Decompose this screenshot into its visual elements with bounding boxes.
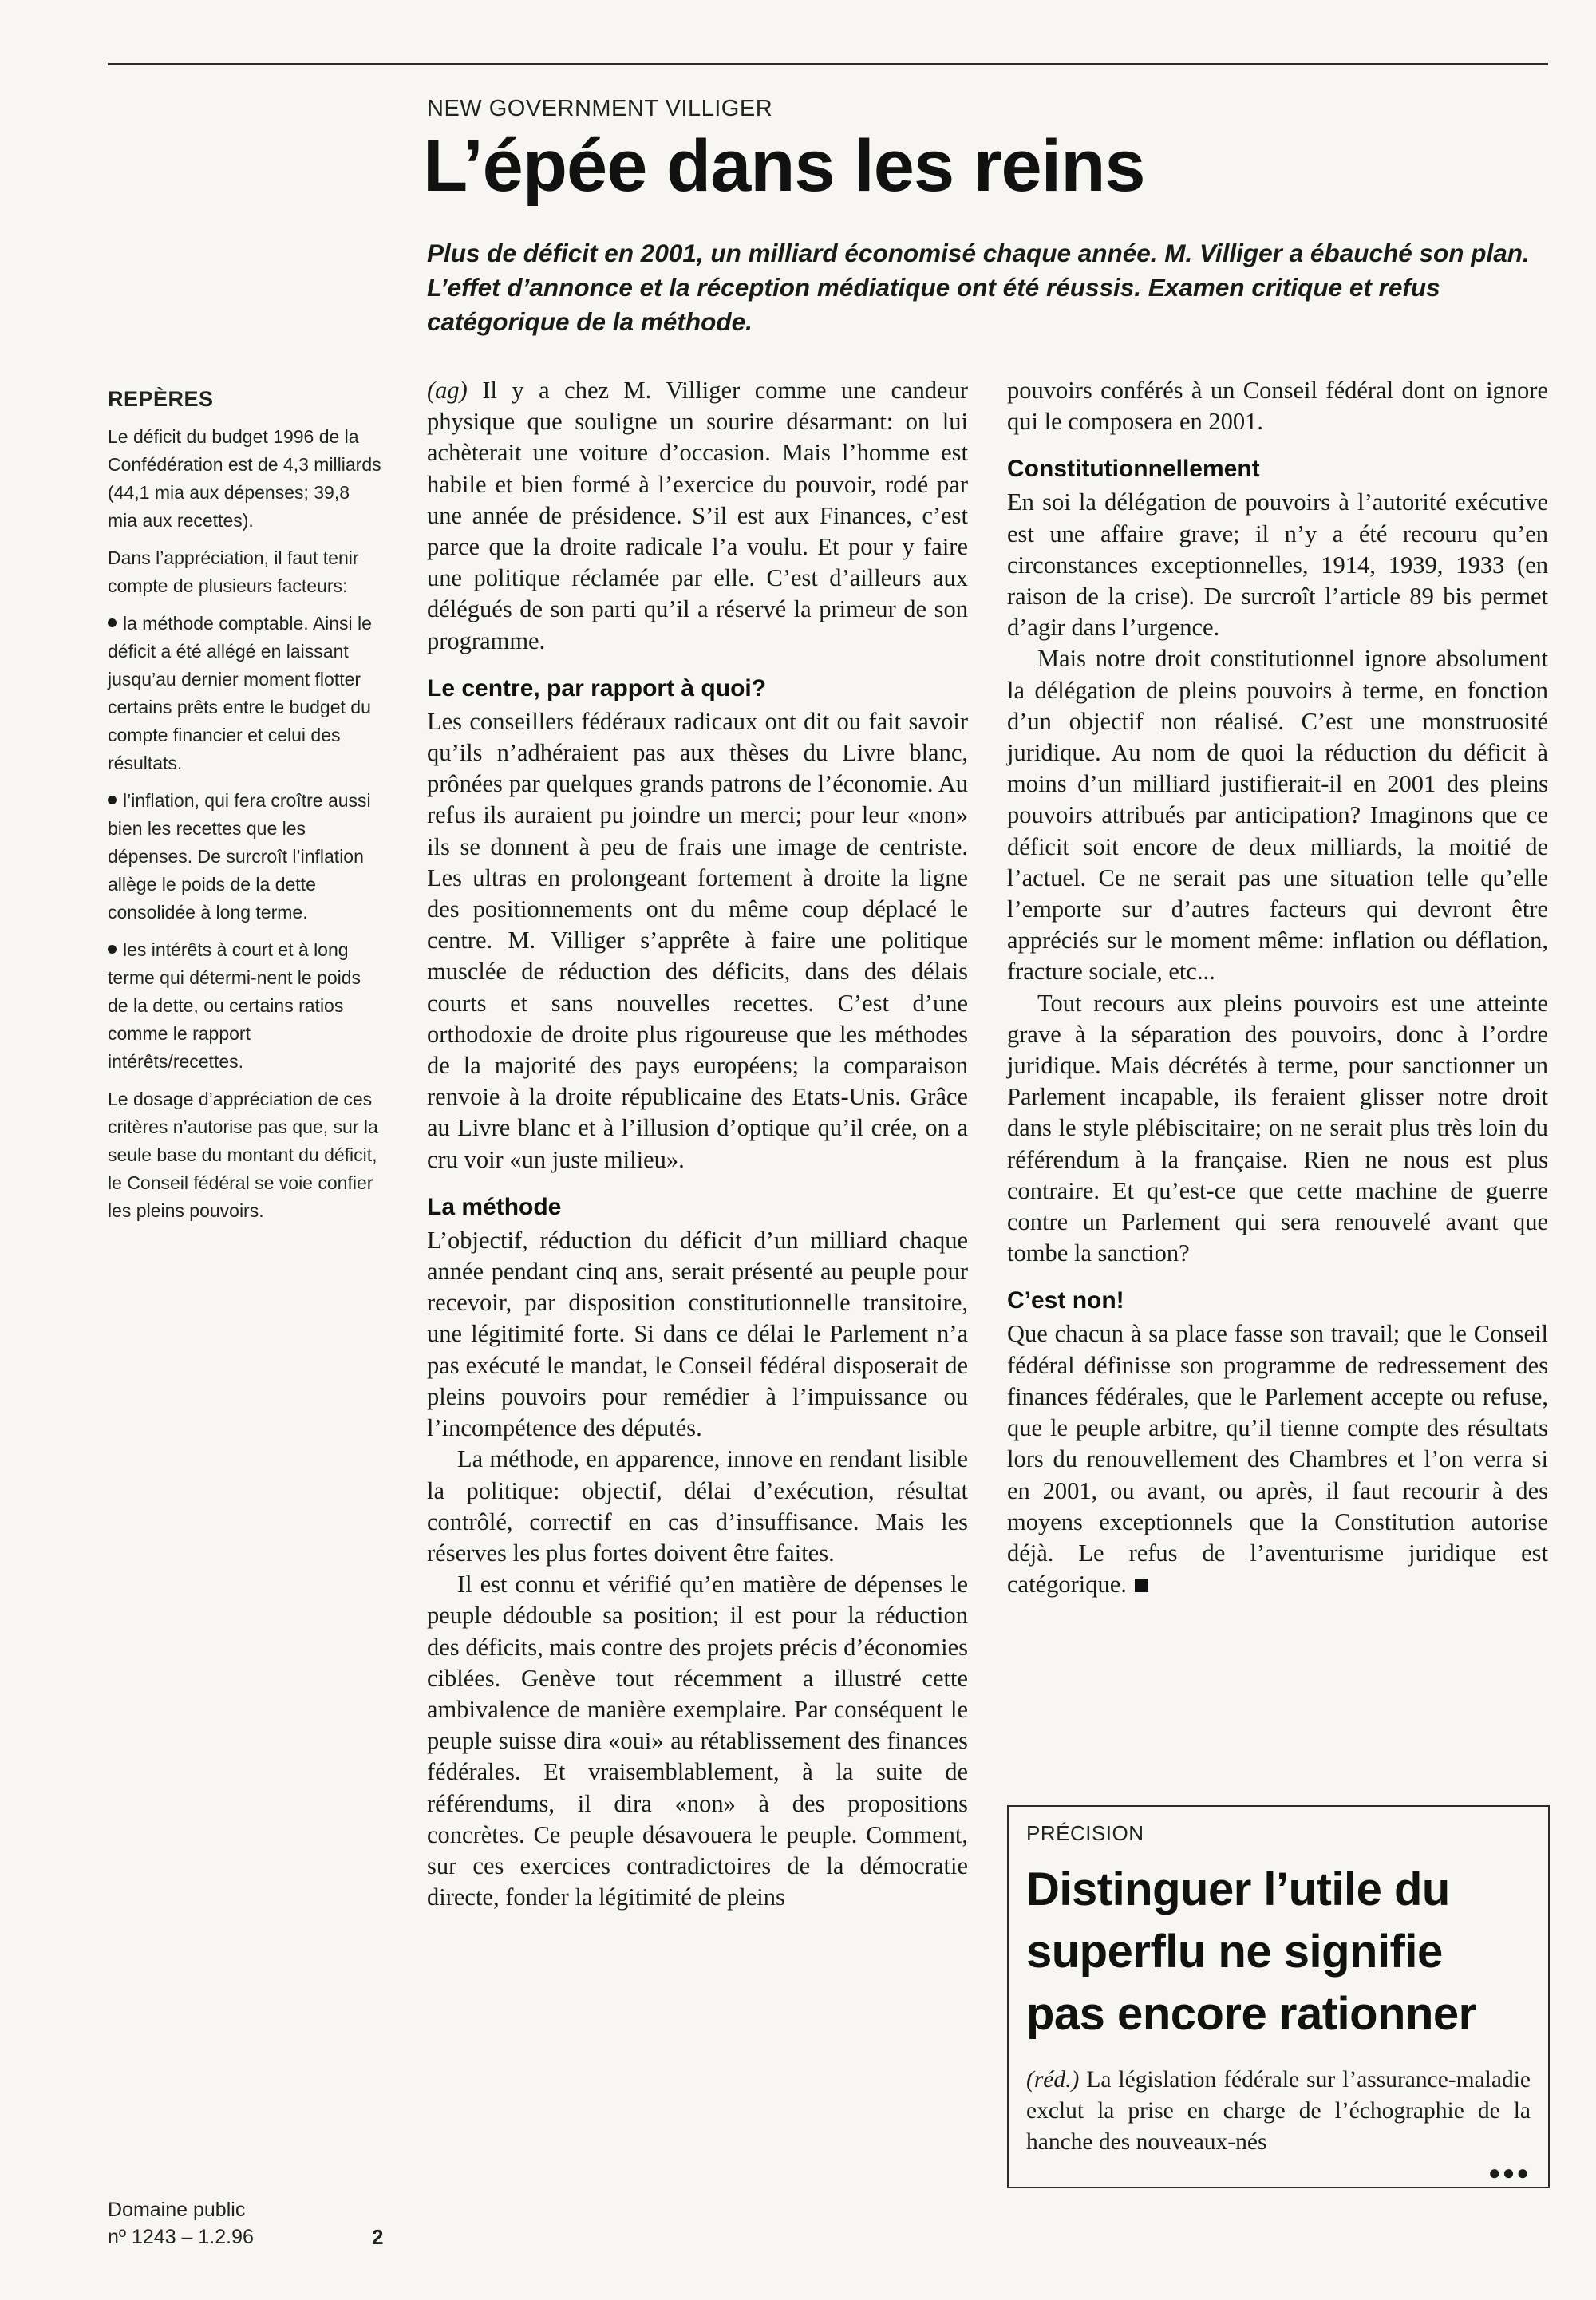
sidebar-bullet-text: les intérêts à court et à long terme qui détermi-nent le poids de la dette, ou certains ratios comme le rapport intérêts/recettes. — [108, 939, 361, 1072]
publication-name: Domaine public — [108, 2199, 246, 2221]
sidebar-bullet-item — [108, 787, 383, 927]
box-author-tag: (réd.) — [1026, 2067, 1080, 2093]
bullet-icon — [108, 945, 117, 954]
sidebar-bullet-item — [108, 610, 383, 777]
article-paragraph — [427, 375, 968, 657]
sidebar-paragraph: Le déficit du budget 1996 de la Confédération est de 4,3 milliards (44,1 mia aux dépenses; 39,8 mia aux recettes). — [108, 426, 381, 531]
section-heading: Constitutionnellement — [1007, 456, 1260, 483]
article-paragraph: Il est connu et vérifié qu’en matière de dépenses le peuple dédouble sa position; il est pour la réduction des déficits, mais contre des projets précis d’économies ciblées. Genève tout récemment a illustré cette ambivalence de manière exemplaire. Par conséquent le peuple suisse dira «oui» au rétablissement des finances fédérales. Et vraisemblablement, à la suite de référendums, il dira «non» à des propositions concrètes. Ce peuple désavouera le peuple. Comment, sur ces exercices contradictoires de la démocratie directe, fonder la légitimité de pleins — [427, 1571, 968, 1911]
author-tag: (ag) — [427, 377, 468, 404]
article-paragraph: pouvoirs conférés à un Conseil fédéral dont on ignore qui le composera en 2001. — [1007, 377, 1548, 436]
article-paragraph: En soi la délégation de pouvoirs à l’autorité exécutive est une affaire grave; il n’y a été recouru qu’en circonstances exceptionnelles, 1914, 1939, 1933 (en raison de la crise). De surcroît l’article 89 bis permet d’agir dans l’urgence. — [1007, 488, 1548, 642]
article-paragraph: Tout recours aux pleins pouvoirs est une atteinte grave à la séparation des pouvoirs, donc à l’ordre juridique. Mais décrétés à terme, pour sanctionner un Parlement incapable, ils feraient glisser notre droit dans le style plébiscitaire; on ne serait plus très loin du référendum à la française. Rien ne nous est plus contraire. Et qu’est-ce que cette machine de guerre contre un Parlement qui sera renouvelé avant que tombe la sanction? — [1007, 989, 1548, 1267]
box-text — [1026, 2065, 1531, 2158]
sidebar-paragraph: Le dosage d’appréciation de ces critères n’autorise pas que, sur la seule base du montant du déficit, le Conseil fédéral se voie confier les pleins pouvoirs. — [108, 1089, 378, 1221]
box-title: Distinguer l’utile du superflu ne signifie pas encore rationner — [1026, 1863, 1476, 2040]
article-paragraph: La méthode, en apparence, innove en rendant lisible la politique: objectif, délai d’exécution, résultat contrôlé, correctif en cas d’insuffisance. Mais les réserves les plus fortes doivent être faites. — [427, 1445, 968, 1567]
article-paragraph: L’objectif, réduction du déficit d’un milliard chaque année pendant cinq ans, serait présenté au peuple pour recevoir, par disposition constitutionnelle transitoire, une légitimité forte. Si dans ce délai le Parlement n’a pas exécuté le mandat, le Conseil fédéral disposerait de pleins pouvoirs pour remédier à l’impuissance ou l’incompétence des députés. — [427, 1226, 968, 1442]
sidebar-bullet-item — [108, 936, 383, 1076]
article-paragraph: Les conseillers fédéraux radicaux ont dit ou fait savoir qu’ils n’adhéraient pas aux thèses du Livre blanc, prônées par quelques grands patrons de l’économie. Au refus ils auraient pu joindre un merci; pour leur «non» ils se donnent à peu de frais une image de centriste. Les ultras en prolongeant fortement à droite la ligne des positionnements ont du même coup déplacé le centre. M. Villiger s’apprête à faire une politique musclée de réduction des déficits, dans des délais courts et sans nouvelles recettes. C’est d’une orthodoxie de droite plus rigoureuse que les méthodes de la majorité des pays européens; la comparaison renvoie à la droite républicaine des Etats-Unis. Grâce au Livre blanc et à l’illusion d’optique qu’il crée, on a cru voir «un juste milieu». — [427, 707, 968, 1173]
issue-number: nº 1243 – 1.2.96 — [108, 2226, 254, 2248]
reperes-sidebar — [108, 385, 383, 1235]
section-heading: Le centre, par rapport à quoi? — [427, 674, 767, 701]
intro-text: Il y a chez M. Villiger comme une candeur physique que souligne un sourire désarmant: on lui achèterait une voiture d’occasion. Mais l’homme est habile et bien formé à l’exercice du pouvoir, rodé par une année de présidence. S’il est aux Finances, c’est parce que la droite radicale l’a voulu. Et pour y faire une politique réclamée par elle. C’est d’ailleurs aux délégués de son parti qu’il a réservé la primeur de son programme. — [427, 377, 968, 654]
box-body: La législation fédérale sur l’assurance-maladie exclut la prise en charge de l’échographie de la hanche des nouveaux-nés — [1026, 2067, 1531, 2155]
article-kicker: NEW GOVERNMENT VILLIGER — [427, 96, 773, 121]
precision-box — [1007, 1805, 1550, 2188]
sidebar-bullet-text: l’inflation, qui fera croître aussi bien les recettes que les dépenses. De surcroît l’inflation allège le poids de la dette consolidée à long terme. — [108, 790, 371, 923]
sidebar-bullet-text: la méthode comptable. Ainsi le déficit a été allégé en laissant jusqu’au dernier moment flotter certains prêts entre le budget du compte financier et celui des résultats. — [108, 613, 372, 773]
article-lede: Plus de déficit en 2001, un milliard économisé chaque année. M. Villiger a ébauché son plan. L’effet d’annonce et la réception médiatique ont été réussis. Examen critique et refus catégorique de la méthode. — [427, 239, 1530, 336]
article-column-2 — [1007, 375, 1548, 1600]
bullet-icon — [108, 618, 117, 627]
conclusion-text: Que chacun à sa place fasse son travail; que le Conseil fédéral définisse son programme de redressement des finances fédérales, que le Parlement accepte ou refuse, que le peuple arbitre, qu’il tienne compte des résultats lors du renouvellement des Chambres et l’on verra si en 2001, ou avant, ou après, il faut recourir à des moyens exceptionnels que la Constitution autorise déjà. Le refus de l’aventurisme juridique est catégorique. — [1007, 1320, 1548, 1599]
sidebar-title: REPÈRES — [108, 387, 214, 411]
bullet-icon — [108, 796, 117, 804]
section-heading: La méthode — [427, 1193, 562, 1220]
page-footer — [108, 2196, 387, 2251]
sidebar-paragraph: Dans l’appréciation, il faut tenir compte de plusieurs facteurs: — [108, 547, 359, 596]
top-rule — [108, 63, 1548, 65]
continuation-dots-icon: ●●● — [1487, 2161, 1531, 2184]
article-column-1 — [427, 375, 968, 1913]
end-mark-icon — [1135, 1579, 1148, 1592]
article-headline: L’épée dans les reins — [423, 125, 1145, 207]
page-number: 2 — [372, 2225, 384, 2249]
article-paragraph — [1007, 1318, 1548, 1600]
box-kicker: PRÉCISION — [1026, 1821, 1144, 1845]
section-heading: C’est non! — [1007, 1287, 1124, 1314]
article-paragraph: Mais notre droit constitutionnel ignore absolument la délégation de pleins pouvoirs à terme, en fonction d’un objectif non réalisé. C’est une monstruosité juridique. Au nom de quoi la réduction du déficit à moins d’un milliard justifierait-il en 2001 des pleins pouvoirs attribués par anticipation? Imaginons que ce déficit soit encore de deux milliards, la moitié de l’actuel. Ce ne serait pas une situation telle qu’elle l’emporte sur d’autres facteurs qui devront être appréciés sur le moment même: inflation ou déflation, fracture sociale, etc... — [1007, 645, 1548, 986]
